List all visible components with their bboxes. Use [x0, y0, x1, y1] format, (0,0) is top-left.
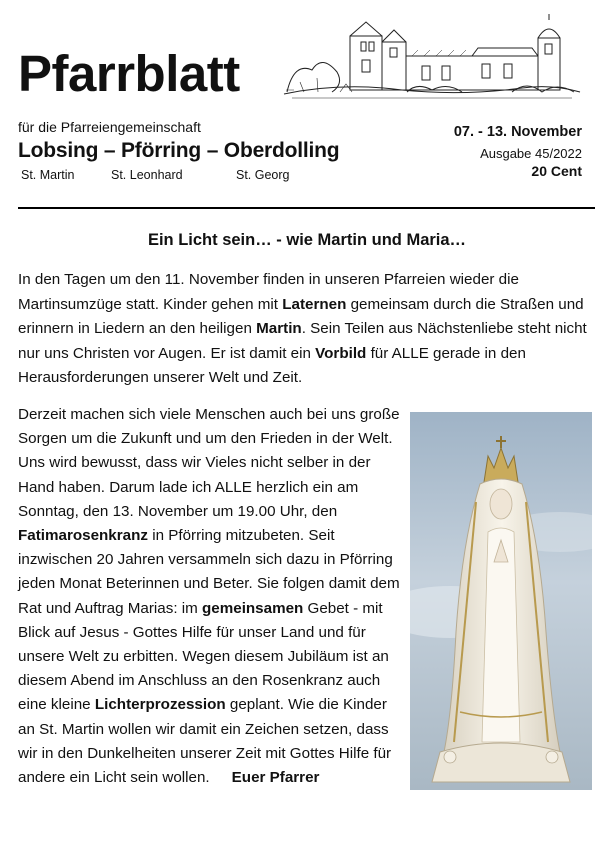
newsletter-subtitle: für die Pfarreiengemeinschaft: [18, 119, 201, 135]
issue-price: 20 Cent: [531, 163, 582, 179]
parish-names: Lobsing – Pförring – Oberdolling: [18, 139, 340, 162]
patron-saint: St. Martin: [21, 168, 75, 182]
church-sketch-illustration: [282, 12, 582, 102]
signature: Euer Pfarrer: [231, 769, 320, 787]
patron-saint: St. Leonhard: [111, 168, 183, 182]
article-paragraph-1: In den Tagen um den 11. November finden in unseren Pfarreien wieder die Martinsumzüge statt. Kinder gehen mit Laternen gemeinsam durch die Straßen und erinnern in Liedern an den heiligen Martin. Sein Teilen aus Nächstenliebe steht nicht nur uns Christen vor Augen. Er ist damit ein Vorbild für ALLE gerade in den Herausforderungen unserer Welt und Zeit.: [18, 271, 587, 387]
issue-date-range: 07. - 13. November: [453, 124, 582, 140]
issue-number: Ausgabe 45/2022: [480, 146, 582, 161]
newsletter-title: Pfarrblatt: [18, 45, 240, 102]
madonna-statue-photo: [410, 412, 592, 790]
patron-saint: St. Georg: [236, 168, 290, 182]
header-divider: [18, 207, 595, 209]
article-paragraph-2: Derzeit machen sich viele Menschen auch bei uns große Sorgen um die Zukunft und um den Frieden in der Welt. Uns wird bewusst, dass wir Vieles nicht selber in der Hand haben. Darum lade ich ALLE herzlich ein am Sonntag, den 13. November um 19.00 Uhr, den Fatimarosenkranz in Pförring mitzubeten. Seit inzwischen 20 Jahren versammeln sich dazu in Pförring jeden Monat Beterinnen und Beter. Sie folgen damit dem Rat und Auftrag Marias: im gemeinsamen Gebet - mit Blick auf Jesus - Gottes Hilfe für unser Land und für unsere Welt zu erbitten. Wegen diesem Jubiläum ist an diesem Abend im Anschluss an den Rosenkranz auch eine kleine Lichterprozession geplant. Wie die Kinder an St. Martin wollen wir damit ein Zeichen setzen, dass wir in den Dunkelheiten unserer Zeit mit Gottes Hilfe für andere ein Licht sein wollen. Euer Pfarrer: [18, 406, 400, 787]
article-headline: Ein Licht sein… - wie Martin und Maria…: [147, 231, 467, 249]
